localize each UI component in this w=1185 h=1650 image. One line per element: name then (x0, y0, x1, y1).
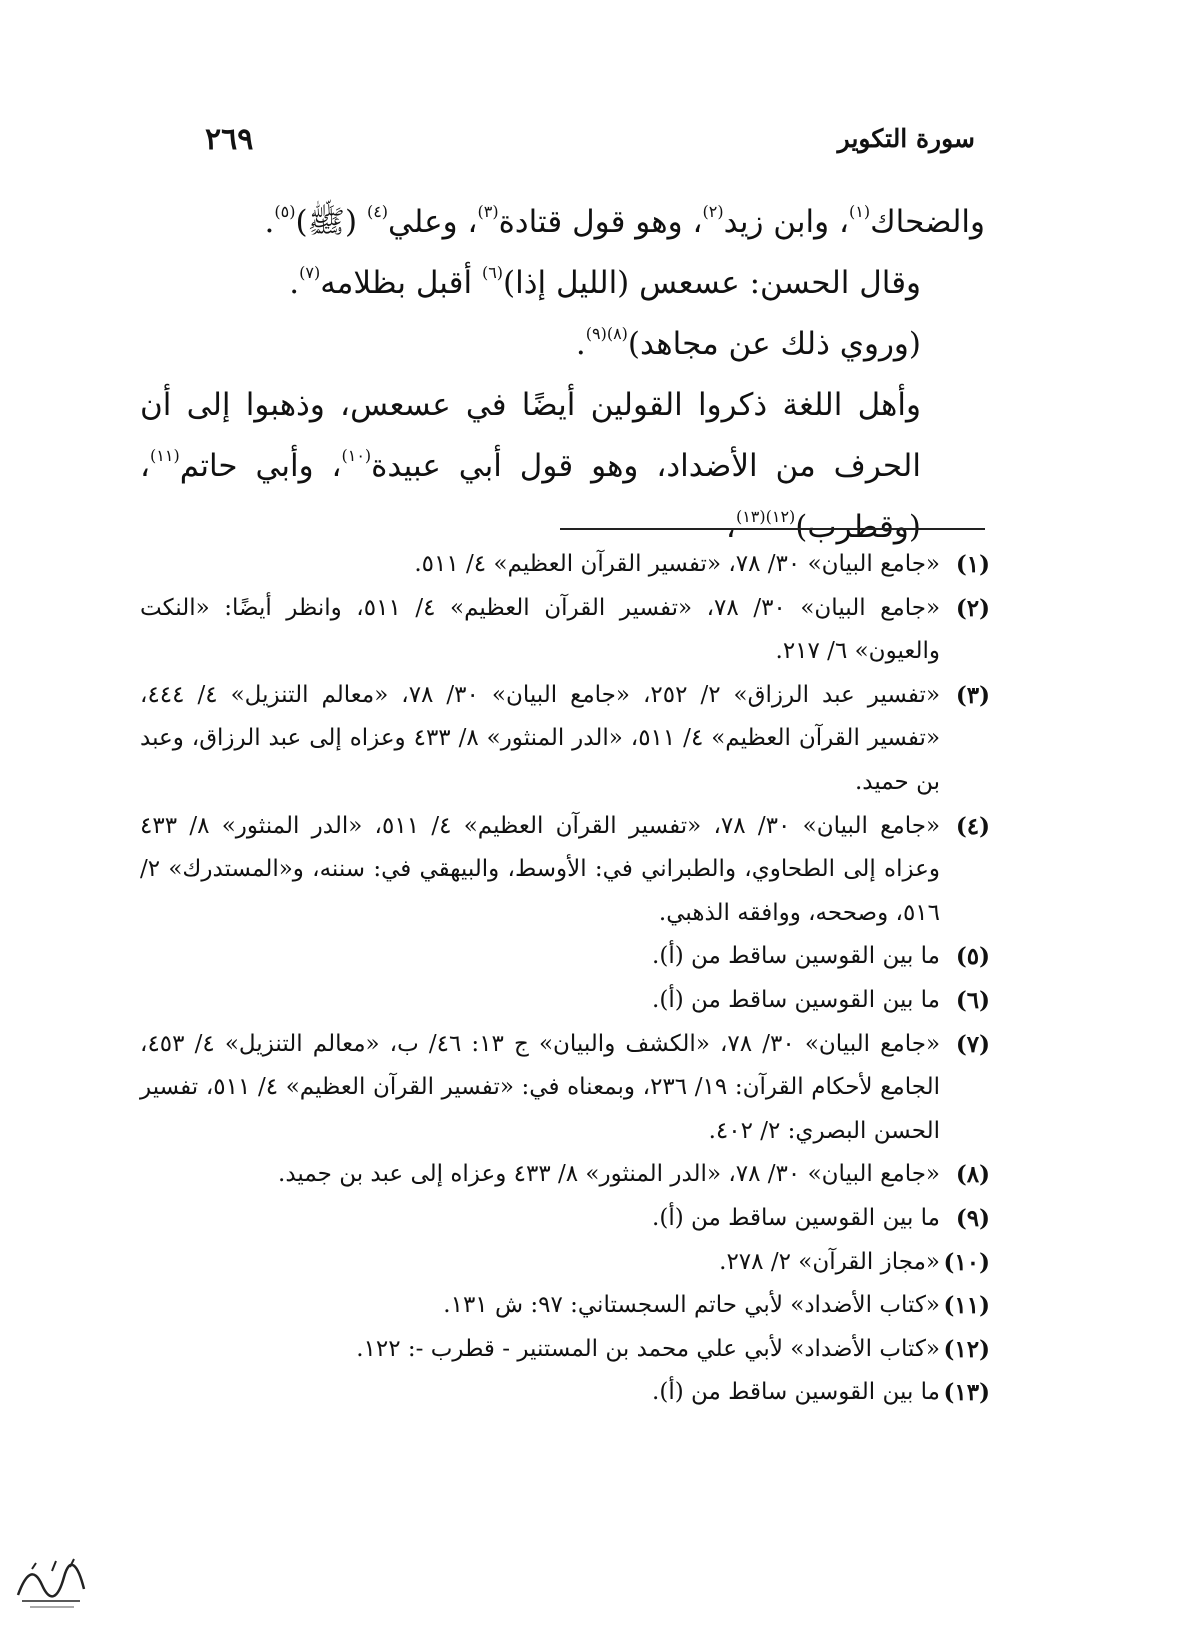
footnote-number: (٥) (955, 943, 990, 971)
footnote-text: ما بين القوسين ساقط من (أ). (652, 986, 940, 1013)
footnote-number: (٤) (955, 812, 990, 840)
main-text-line: (وروي ذلك عن مجاهد)$^{(٨)(٩)}$. (575, 324, 921, 362)
footnote-separator (560, 528, 985, 530)
main-text-line: والضحاك$^{(١)}$، وابن زيد$^{(٢)}$، وهو قول قتادة$^{(٣)}$، وعلي$^{(٤)}$ (ﷺ)$^{(٥)}$. (264, 202, 985, 240)
footnote (140, 979, 990, 1023)
main-text (140, 192, 985, 558)
footnote-number: (٨) (955, 1161, 990, 1189)
footnotes (140, 543, 990, 1415)
page-header (205, 118, 975, 168)
footnote-number: (١٠) (943, 1248, 990, 1276)
footnote-text: «كتاب الأضداد» لأبي علي محمد بن المستنير - قطرب -: ١٢٢. (356, 1335, 940, 1362)
footnote-text: ما بين القوسين ساقط من (أ). (652, 943, 940, 970)
footnote-number: (١) (955, 551, 990, 578)
footnote-number: (١٣) (943, 1379, 990, 1407)
calligraphy-logo-icon (12, 1555, 90, 1611)
footnote (140, 1284, 990, 1328)
footnote-number: (٦) (955, 986, 990, 1014)
footnote-text: «جامع البيان» ٣٠/ ٧٨، «الدر المنثور» ٨/ ٤٣٣ وعزاه إلى عبد بن جميد. (278, 1161, 940, 1188)
footnote (140, 935, 990, 979)
footnote (140, 543, 990, 587)
footnote-text: «جامع البيان» ٣٠/ ٧٨، «تفسير القرآن العظيم» ٤/ ٥١١، «الدر المنثور» ٨/ ٤٣٣ وعزاه إلى الطحاوي، والطبراني في: الأوسط، والبيهقي في: سننه، و«المستدرك» ٢/ ٥١٦، وصححه، ووافقه الذهبي. (140, 812, 941, 926)
footnote (140, 1328, 990, 1372)
footnote (140, 1023, 990, 1154)
footnote-text: «مجاز القرآن» ٢/ ٢٧٨. (719, 1248, 940, 1275)
footnote (140, 1153, 990, 1197)
footnote (140, 674, 990, 805)
footnote (140, 587, 990, 674)
main-text-paragraph: وأهل اللغة ذكروا القولين أيضًا في عسعس، وذهبوا إلى أن الحرف من الأضداد، وهو قول أبي عبيدة$^{(١٠)}$، وأبي حاتم$^{(١١)}$، (وقطرب)$^{(١٢)(١٣)}$، (140, 387, 921, 545)
footnote-text: ما بين القوسين ساقط من (أ). (652, 1204, 940, 1231)
footnote-number: (٣) (955, 681, 990, 709)
footnote-number: (٧) (955, 1030, 990, 1058)
footnote (140, 1371, 990, 1415)
footnote (140, 1197, 990, 1241)
footnote-text: «جامع البيان» ٣٠/ ٧٨، «الكشف والبيان» ج ١٣: ٤٦/ ب، «معالم التنزيل» ٤/ ٤٥٣، الجامع لأحكام القرآن: ١٩/ ٢٣٦، وبمعناه في: «تفسير القرآن العظيم» ٤/ ٥١١، تفسير الحسن البصري: ٢/ ٤٠٢. (140, 1030, 941, 1144)
footnote-text: «جامع البيان» ٣٠/ ٧٨، «تفسير القرآن العظيم» ٤/ ٥١١، وانظر أيضًا: «النكت والعيون» ٦/ ٢١٧. (140, 594, 941, 665)
footnote-number: (٢) (955, 594, 990, 622)
main-text-line: وقال الحسن: عسعس (الليل إذا)$^{(٦)}$ أقبل بظلامه$^{(٧)}$. (289, 263, 921, 301)
footnote (140, 1241, 990, 1285)
footnote-text: ما بين القوسين ساقط من (أ). (652, 1379, 940, 1406)
page-number: ٢٦٩ (205, 122, 254, 157)
surah-title: سورة التكوير (837, 124, 975, 153)
footnote-number: (٩) (955, 1204, 990, 1232)
footnote-number: (١٢) (943, 1335, 990, 1363)
footnote (140, 805, 990, 936)
footnote-text: «كتاب الأضداد» لأبي حاتم السجستاني: ٩٧: ش ١٣١. (443, 1292, 940, 1319)
footnote-number: (١١) (943, 1292, 990, 1320)
footnote-text: «تفسير عبد الرزاق» ٢/ ٢٥٢، «جامع البيان» ٣٠/ ٧٨، «معالم التنزيل» ٤/ ٤٤٤، «تفسير القرآن العظيم» ٤/ ٥١١، «الدر المنثور» ٨/ ٤٣٣ وعزاه إلى عبد الرزاق، وعبد بن حميد. (140, 681, 941, 795)
footnote-text: «جامع البيان» ٣٠/ ٧٨، «تفسير القرآن العظيم» ٤/ ٥١١. (414, 551, 940, 577)
